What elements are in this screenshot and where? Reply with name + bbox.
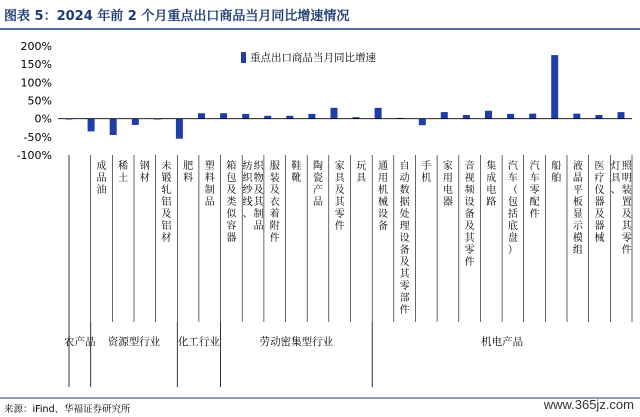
- group-label: 机电产品: [481, 336, 524, 348]
- category-label: 塑料制品: [204, 161, 215, 208]
- bars: [66, 55, 625, 139]
- category-label: 家用电器: [442, 161, 453, 208]
- bar: [419, 119, 426, 126]
- category-label: 医疗仪器及器械: [594, 161, 605, 244]
- category-label: 肥料: [183, 161, 194, 184]
- category-labels: [97, 159, 633, 316]
- legend: [241, 51, 376, 64]
- bar: [529, 114, 536, 119]
- category-label: 纺织纱线、织物及其制品: [242, 161, 264, 232]
- y-tick-label: -100%: [16, 149, 52, 162]
- group-label: 农产品: [64, 336, 96, 348]
- group-labels: [64, 335, 523, 348]
- category-label: 船舶: [551, 161, 562, 184]
- bar: [618, 112, 625, 119]
- category-label: 稀土: [118, 161, 129, 184]
- category-label: 玩具: [356, 161, 367, 184]
- category-label: 手机: [421, 161, 432, 184]
- y-tick-label: 0%: [34, 112, 52, 126]
- bar: [441, 112, 448, 119]
- category-label: 鞋靴: [291, 161, 302, 184]
- category-label: 液晶平板显示模组: [572, 161, 583, 256]
- legend-label: 重点出口商品当月同比增速: [250, 52, 376, 64]
- watermark: www.365jz.com: [543, 397, 634, 412]
- y-tick-label: 50%: [27, 94, 52, 108]
- category-label: 钢材: [139, 161, 150, 184]
- y-tick-label: 150%: [20, 58, 52, 72]
- category-label: 陶瓷产品: [313, 161, 323, 208]
- group-label: 化工行业: [177, 336, 220, 348]
- bar: [551, 55, 558, 119]
- category-label: 成品油: [96, 161, 107, 196]
- group-label: 劳动密集型行业: [259, 336, 334, 348]
- bar: [595, 115, 602, 119]
- bar: [485, 111, 492, 119]
- bar: [308, 114, 315, 119]
- source-note: 来源：iFind、华福证券研究所: [4, 404, 131, 415]
- category-label: 通用机械设备: [378, 161, 388, 232]
- category-label: 自动数据处理设备及其零部件: [399, 161, 410, 316]
- y-tick-label: 200%: [20, 40, 52, 53]
- category-label: 灯具、照明装置及其零件: [610, 161, 632, 256]
- category-label: 集成电路: [486, 161, 497, 208]
- bar: [132, 119, 139, 125]
- bar: [375, 108, 382, 119]
- legend-swatch: [241, 52, 246, 63]
- category-label: 服装及衣着附件: [269, 161, 280, 244]
- category-label: 未锻轧铝及铝材: [161, 161, 172, 244]
- category-label: 箱包及类似容器: [226, 161, 237, 244]
- bar: [463, 115, 470, 119]
- chart-title: 图表 5：2024 年前 2 个月重点出口商品当月同比增速情况: [4, 9, 350, 24]
- bar: [286, 116, 293, 119]
- bar: [88, 119, 95, 132]
- y-axis: [17, 40, 52, 162]
- category-table: [69, 155, 632, 387]
- category-label: 家具及其零件: [334, 161, 345, 232]
- category-label: 汽车零配件: [529, 161, 540, 220]
- bar: [264, 116, 271, 119]
- bar: [198, 113, 205, 118]
- category-label: 音视频设备及其零件: [464, 161, 475, 268]
- category-label: 汽车（包括底盘）: [507, 161, 518, 256]
- bar: [573, 114, 580, 119]
- y-tick-label: 100%: [20, 76, 52, 90]
- bar: [242, 114, 249, 119]
- bar: [110, 119, 117, 135]
- bar: [507, 114, 514, 119]
- bar: [331, 108, 338, 119]
- group-label: 资源型行业: [107, 336, 161, 348]
- y-tick-label: -50%: [23, 130, 52, 144]
- bar: [220, 113, 227, 118]
- bar: [176, 119, 183, 139]
